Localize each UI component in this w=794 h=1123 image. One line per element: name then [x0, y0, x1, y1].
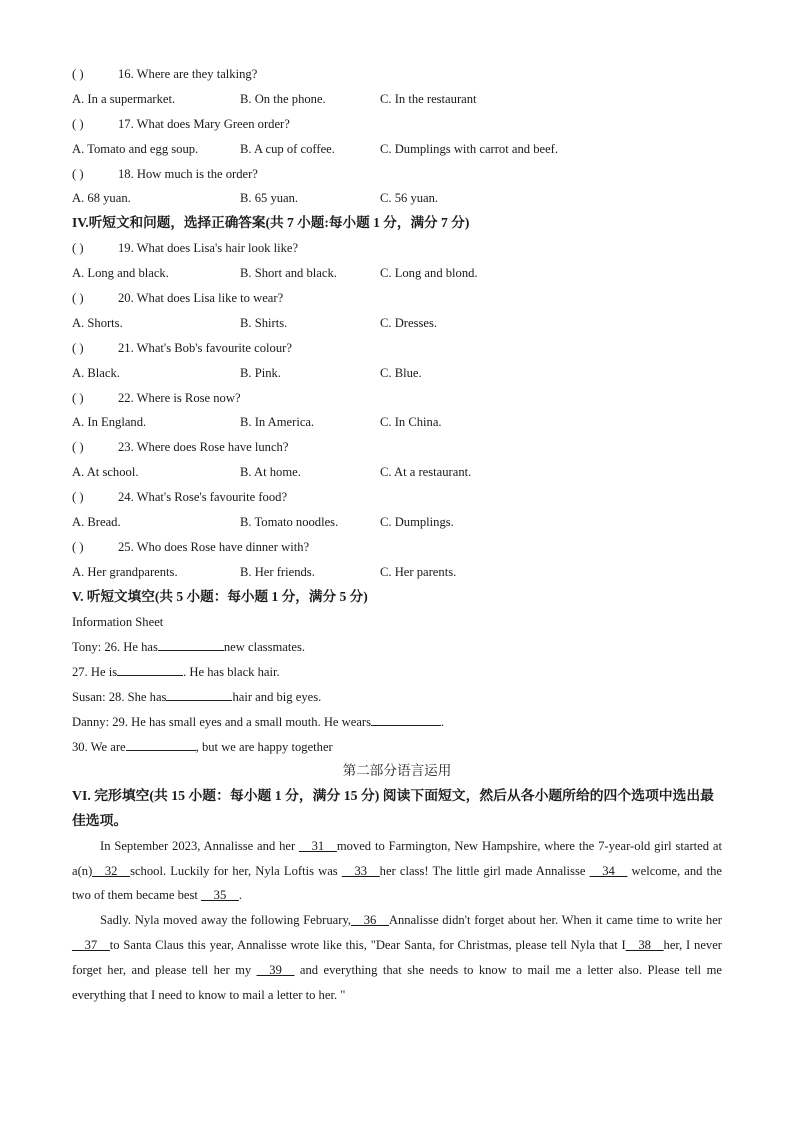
option-b: B. Her friends.: [240, 564, 315, 579]
options-16: [72, 87, 722, 112]
passage-text: welcome, and the two of them became best: [72, 863, 723, 903]
line-text: 27. He is: [72, 665, 118, 680]
answer-paren[interactable]: ( ): [72, 390, 84, 405]
question-25: [72, 535, 722, 560]
blank-36[interactable]: __36__: [351, 913, 389, 928]
option-b: B. Shirts.: [240, 315, 288, 330]
options-18: [72, 186, 722, 211]
answer-paren[interactable]: ( ): [72, 291, 84, 306]
question-text: 17. What does Mary Green order?: [118, 116, 290, 131]
blank-28[interactable]: [166, 684, 232, 701]
question-19: [72, 236, 722, 261]
question-text: 22. Where is Rose now?: [118, 390, 241, 405]
section-5-title: V. 听短文填空(共 5 小题：每小题 1 分，满分 5 分): [72, 588, 368, 604]
fill-line-26: [72, 634, 722, 659]
part-2-title: 第二部分语言运用: [342, 762, 452, 778]
question-24: [72, 485, 722, 510]
line-text: 30. We are: [72, 740, 126, 755]
option-a: A. 68 yuan.: [72, 191, 131, 206]
options-23: [72, 460, 722, 485]
question-21: [72, 336, 722, 361]
blank-32[interactable]: __32__: [92, 863, 131, 878]
option-b: B. 65 yuan.: [240, 191, 299, 206]
option-b: B. A cup of coffee.: [240, 141, 335, 156]
question-text: 25. Who does Rose have dinner with?: [118, 539, 310, 554]
question-16: [72, 62, 722, 87]
information-sheet-title: Information Sheet: [72, 614, 164, 629]
passage-paragraph-1: [72, 834, 722, 909]
blank-26[interactable]: [158, 634, 224, 651]
fill-line-29: [72, 709, 722, 734]
answer-paren[interactable]: ( ): [72, 67, 84, 81]
blank-37[interactable]: __37__: [72, 938, 110, 953]
passage-text: Annalisse didn't forget about her. When it came time to write her: [388, 913, 723, 928]
option-c: C. At a restaurant.: [380, 465, 472, 480]
blank-30[interactable]: [126, 734, 196, 751]
fill-line-30: [72, 734, 722, 759]
options-19: [72, 261, 722, 286]
line-text: .: [441, 715, 445, 730]
option-c: C. 56 yuan.: [380, 191, 439, 206]
option-c: C. Blue.: [380, 365, 422, 380]
passage-text: In September 2023, Annalisse and her: [100, 838, 300, 853]
options-20: [72, 311, 722, 336]
answer-paren[interactable]: ( ): [72, 116, 84, 131]
section-4-title: IV.听短文和问题，选择正确答案(共 7 小题:每小题 1 分，满分 7 分): [72, 215, 470, 231]
options-24: [72, 510, 722, 535]
options-17: [72, 137, 722, 162]
option-a: A. Tomato and egg soup.: [72, 141, 199, 156]
question-text: 18. How much is the order?: [118, 166, 258, 181]
passage-text: her class! The little girl made Annalisse: [379, 863, 590, 878]
answer-paren[interactable]: ( ): [72, 490, 84, 505]
blank-31[interactable]: __31__: [299, 838, 337, 853]
question-text: 21. What's Bob's favourite colour?: [118, 340, 292, 355]
option-a: A. Bread.: [72, 515, 121, 530]
question-text: 16. Where are they talking?: [118, 67, 258, 81]
fill-line-28: [72, 684, 722, 709]
passage-text: her, I never forget her, and please tell her my: [72, 938, 722, 978]
question-23: [72, 435, 722, 460]
passage-text: to Santa Claus this year, Annalisse wrote like this, "Dear Santa, for Christmas, please tell Nyla that I: [109, 938, 626, 953]
option-c: C. Long and blond.: [380, 266, 478, 281]
question-text: 20. What does Lisa like to wear?: [118, 291, 284, 306]
blank-38[interactable]: __38__: [625, 938, 664, 953]
option-c: C. Her parents.: [380, 564, 457, 579]
line-text: . He has black hair.: [183, 665, 280, 680]
answer-paren[interactable]: ( ): [72, 539, 84, 554]
answer-paren[interactable]: ( ): [72, 340, 84, 355]
passage-text: and everything that she needs to know to mail me a letter also. Please tell me everything that I need to know to mail a letter to her. ": [72, 963, 723, 1003]
line-text: new classmates.: [223, 640, 306, 655]
question-20: [72, 286, 722, 311]
question-18: [72, 162, 722, 187]
option-a: A. In England.: [72, 415, 147, 430]
line-text: Susan: 28. She has: [72, 690, 167, 705]
question-text: 24. What's Rose's favourite food?: [118, 490, 288, 505]
blank-34[interactable]: __34__: [589, 863, 628, 878]
option-a: A. In a supermarket.: [72, 91, 176, 106]
answer-paren[interactable]: ( ): [72, 241, 84, 256]
option-c: C. Dumplings with carrot and beef.: [380, 141, 559, 156]
answer-paren[interactable]: ( ): [72, 166, 84, 181]
option-a: A. At school.: [72, 465, 139, 480]
blank-35[interactable]: __35__: [201, 888, 239, 903]
option-a: A. Shorts.: [72, 315, 123, 330]
passage-text: .: [238, 888, 242, 903]
option-c: C. In China.: [380, 415, 442, 430]
blank-27[interactable]: [117, 659, 183, 676]
blank-29[interactable]: [371, 709, 441, 726]
option-b: B. Pink.: [240, 365, 281, 380]
option-c: C. In the restaurant: [380, 91, 477, 106]
answer-paren[interactable]: ( ): [72, 440, 84, 455]
option-b: B. On the phone.: [240, 91, 326, 106]
option-c: C. Dresses.: [380, 315, 438, 330]
option-c: C. Dumplings.: [380, 515, 454, 530]
exam-page: [72, 62, 722, 1008]
question-17: [72, 112, 722, 137]
passage-text: moved to Farmington, New Hampshire, where the 7-year-old girl started at a(n): [72, 838, 722, 878]
option-a: A. Her grandparents.: [72, 564, 178, 579]
line-text: , but we are happy together: [195, 740, 333, 755]
blank-33[interactable]: __33__: [341, 863, 380, 878]
option-a: A. Long and black.: [72, 266, 169, 281]
blank-39[interactable]: __39__: [256, 963, 295, 978]
line-text: Tony: 26. He has: [72, 640, 158, 655]
passage-text: school. Luckily for her, Nyla Loftis was: [130, 863, 342, 878]
options-21: [72, 361, 722, 386]
option-b: B. At home.: [240, 465, 301, 480]
option-b: B. Tomato noodles.: [240, 515, 339, 530]
fill-line-27: [72, 659, 722, 684]
option-b: B. In America.: [240, 415, 315, 430]
section-6-title: VI. 完形填空(共 15 小题：每小题 1 分，满分 15 分) 阅读下面短文，然后从各小题所给的四个选项中选出最佳选项。: [72, 787, 714, 828]
option-a: A. Black.: [72, 365, 120, 380]
line-text: Danny: 29. He has small eyes and a small mouth. He wears: [72, 715, 372, 730]
question-text: 19. What does Lisa's hair look like?: [118, 241, 299, 256]
passage-paragraph-2: [72, 908, 722, 1008]
passage-text: Sadly. Nyla moved away the following February,: [100, 913, 352, 928]
question-22: [72, 386, 722, 411]
options-22: [72, 410, 722, 435]
options-25: [72, 560, 722, 585]
question-text: 23. Where does Rose have lunch?: [118, 440, 289, 455]
line-text: hair and big eyes.: [232, 690, 322, 705]
option-b: B. Short and black.: [240, 266, 337, 281]
